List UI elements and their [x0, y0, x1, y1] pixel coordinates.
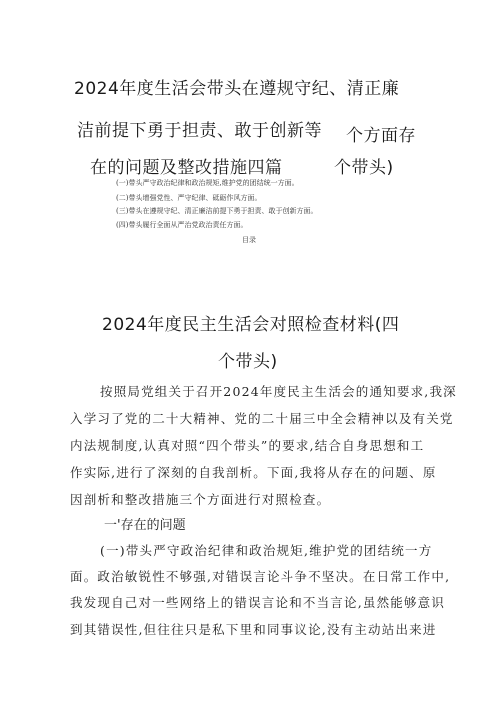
section-heading-problems: 一'存在的问题: [104, 518, 186, 533]
toc-item-1: (一)带头严守政治纪律和政治规矩,维护党的团结统一方面。: [116, 179, 299, 187]
para1-line-1: 按照局党组关于召开2024年度民主生活会的通知要求,我深: [100, 384, 457, 399]
para2-line-3: 我发现自己对一些网络上的错误言论和不当言论,虽然能够意识: [70, 595, 446, 610]
doc-heading-line-1: 2024年度民主生活会对照检查材料(四: [102, 315, 400, 335]
cover-title-line-1: 2024年度生活会带头在遵规守纪、清正廉: [74, 79, 400, 99]
cover-title-line-3a: 在的问题及整改措施四篇: [90, 158, 283, 178]
para1-line-5: 因剖析和整改措施三个方面进行对照检查。: [70, 492, 331, 507]
para2-line-2: 面。政治敏锐性不够强,对错误言论斗争不坚决。在日常工作中,: [70, 569, 451, 584]
para1-line-3: 内法规制度,认真对照“四个带头”的要求,结合自身思想和工: [70, 438, 425, 453]
toc-item-3: (三)带头在遵规守纪、清正廉洁前提下勇于担责、敢于创新方面。: [116, 207, 318, 215]
para1-line-2: 入学习了党的二十大精神、党的二十届三中全会精神以及有关党: [70, 411, 454, 426]
para1-line-4: 作实际,进行了深刻的自我剖析。下面,我将从存在的问题、原: [70, 465, 437, 480]
cover-title-line-2a: 洁前提下勇于担责、敢于创新等: [77, 121, 322, 141]
para2-line-4: 到其错误性,但往往只是私下里和同事议论,没有主动站出来进: [70, 622, 437, 637]
cover-title-line-2b: 个方面存: [346, 126, 416, 146]
para2-line-1: (一)带头严守政治纪律和政治规矩,维护党的团结统一方: [100, 543, 433, 558]
cover-title-line-3b: 个带头): [334, 158, 394, 178]
toc-item-4: (四)带头履行全面从严治党政治责任方面。: [116, 221, 248, 229]
toc-item-2: (二)带头增强党性、严守纪律、砥砺作风方面。: [116, 194, 262, 202]
doc-heading-line-2: 个带头): [218, 352, 278, 372]
toc-caption: 目录: [242, 236, 256, 244]
